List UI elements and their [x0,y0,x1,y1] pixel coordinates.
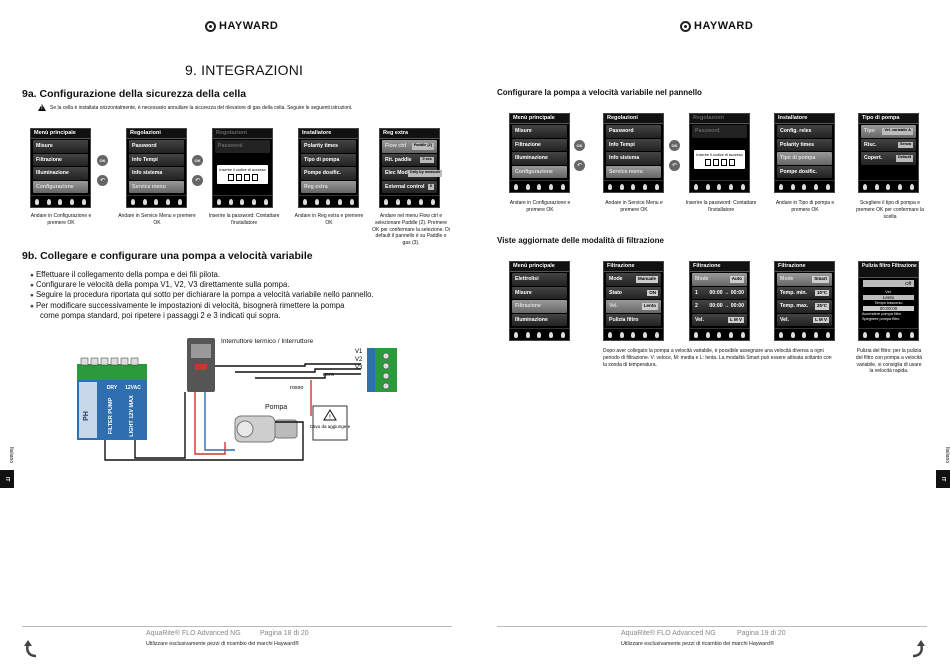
screen-pump-type [858,113,919,193]
screen-footer [859,328,918,340]
terminal-dry: DRY [106,385,118,391]
list-item: ● Effettuare il collegamento della pompa e dei fili pilota. [30,270,374,280]
bulb-icon [620,184,624,190]
setting-row[interactable]: Pulizia filtro [606,314,661,327]
menu-item[interactable]: Illuminazione [33,167,88,180]
bulb-icon [694,332,698,338]
bulb-icon [431,199,435,205]
bulb-icon [338,199,342,205]
language-tab [936,440,950,488]
bulb-icon [875,332,879,338]
hayward-logo-icon [680,21,691,32]
setting-row[interactable]: 1 00:00 → 00:00 [692,287,747,300]
footer-rule [22,626,452,627]
menu-item-selected[interactable]: Service menu [606,166,661,179]
bulb-icon [537,184,541,190]
footer-rule [497,626,927,627]
caption-step-1: Andare in Configurazione e premere OK [509,200,571,213]
terminal-light: LIGHT 12V MAX [129,395,135,437]
bulb-icon [70,199,74,205]
screen-footer [604,328,663,340]
breaker-label: Interruttore termico / Interruttore [221,338,314,345]
setting-row[interactable]: Mode Manuale [606,273,661,286]
list-item: ● Seguire la procedura riportata qui sotto per dichiarare la pompa a velocità variabile nello pannello. [30,290,374,300]
screen-title: Tipo di pompa [859,114,918,124]
menu-item[interactable]: Password [606,125,661,138]
bulb-icon [898,332,902,338]
screen-main-menu [509,113,570,193]
bulb-icon [886,184,890,190]
screen-main-menu [30,128,91,208]
hayward-logo [205,20,278,32]
menu-item[interactable]: Info sistema [129,167,184,180]
caption-step-2: Andare in Service Menu e premere OK [605,200,663,213]
bulb-icon [898,184,902,190]
wire-v2: V2 [355,357,363,363]
next-page-icon[interactable] [909,640,927,658]
setting-row[interactable]: Elec Mod Only by measure [382,167,437,180]
caption-step-3: Inserire la password: Contattare l'installatore [208,213,280,226]
bulb-icon [303,199,307,205]
bulb-icon [826,332,830,338]
menu-item[interactable]: Pompe dosific. [777,166,832,179]
screen-filtration-auto [689,261,750,341]
screen-title: Filtrazione [604,262,663,272]
chapter-title: 9. INTEGRAZIONI [185,62,304,78]
language-code: IT [936,470,950,488]
menu-item-selected[interactable]: Filtrazione [512,300,567,313]
menu-item[interactable]: Password [692,125,747,138]
bulb-icon [608,184,612,190]
bulb-icon [779,184,783,190]
setting-row[interactable]: Temp. min. 10°C [777,287,832,300]
password-digits[interactable] [695,159,744,166]
bulb-icon [729,184,733,190]
password-dialog [217,165,268,184]
wire-rosso: rosso [290,385,304,391]
screen-title: Menù principale [31,129,90,139]
screen-filtration-manual [603,261,664,341]
bulb-icon [814,332,818,338]
menu-item-selected[interactable]: Tipo di pompa [777,152,832,165]
screen-footer [690,180,749,192]
elapsed-label: Tempo trascorso [874,301,903,305]
bulb-icon [178,199,182,205]
bulb-icon [549,184,553,190]
screen-footer [859,180,918,192]
speed-label: Vel. [885,289,892,294]
bulb-icon [802,332,806,338]
bulb-icon [791,184,795,190]
caption-step-3: Inserire la password: Contattare l'installatore [685,200,757,213]
section-filtration-title: Viste aggiornate delle modalità di filtrazione [497,236,664,245]
bulb-icon [166,199,170,205]
screen-title: Menù principale [510,114,569,124]
bulb-icon [350,199,354,205]
terminal-filter-pump: FILTER PUMP [108,397,114,435]
bulb-icon [706,332,710,338]
screen-footer [299,195,358,207]
screen-footer [213,195,272,207]
bulb-icon [717,184,721,190]
bulb-icon [620,332,624,338]
password-digits[interactable] [218,174,267,181]
bulb-icon [526,184,530,190]
setting-row[interactable]: Rit. paddle 0 sec [382,154,437,167]
cable-label: Cavo da aggiungere [309,424,351,429]
bulb-icon [252,199,256,205]
hayward-logo-icon [205,21,216,32]
language-label: Italiano [944,446,950,464]
caption-filter-cleaning: Pulizia del filtro: per la pulizia del filtro con pompa a velocità variabile, si consiglia di usare la velocità rapida. [855,348,923,375]
screen-footer [127,195,186,207]
screen-title: Pulizia filtro Filtrazione [859,262,918,278]
list-item-continuation: come pompa standard, poi ripetere i passaggi 2 e 3 indicati qui sopra. [40,310,281,320]
instruction-list [30,270,374,321]
screen-title: Reg extra [380,129,439,139]
hayward-logo [680,20,753,32]
bulb-icon [264,199,268,205]
menu-item[interactable]: Misure [512,125,567,138]
menu-item[interactable]: Misure [33,140,88,153]
wire-v1: V1 [355,349,363,355]
menu-item[interactable]: Filtrazione [33,154,88,167]
warning-icon [38,104,46,111]
footer-title: AquaRite® FLO Advanced NG [146,630,241,637]
setting-row[interactable]: Vel. Lento [606,300,661,313]
back-button[interactable]: ↶ [574,160,585,171]
setting-row[interactable]: Stato ON [606,287,661,300]
back-button[interactable]: ↶ [97,175,108,186]
footer-note: Utilizzare esclusivamente pezzi di ricambio dei marchi Hayward® [621,641,774,647]
bulb-icon [863,332,867,338]
screen-footer [604,180,663,192]
caption-step-2: Andare in Service Menu e premere OK [118,213,196,226]
bulb-icon [863,184,867,190]
ok-button[interactable]: OK [574,140,585,151]
setting-row[interactable]: Copert. Default [861,152,916,165]
language-code: IT [0,470,14,488]
bulb-icon [315,199,319,205]
bulb-icon [384,199,388,205]
language-label: Italiano [8,446,14,464]
menu-item[interactable]: Polarity times [777,139,832,152]
section-9a-title: 9a. Configurazione della sicurezza della cella [22,88,247,100]
bulb-icon [154,199,158,205]
bulb-icon [229,199,233,205]
bulb-icon [802,184,806,190]
ok-button[interactable]: OK [192,155,203,166]
menu-item-selected[interactable]: Configurazione [33,181,88,194]
pump-off-button[interactable]: Spegnere pompa filtro [862,317,900,321]
screen-title: Filtrazione [775,262,834,272]
menu-item-selected[interactable]: Configurazione [512,166,567,179]
caption-step-4: Andare in Reg extra e premere OK [294,213,364,226]
bulb-icon [741,332,745,338]
screen-filter-cleaning [858,261,919,341]
screen-filtration-smart [774,261,835,341]
bulb-icon [514,184,518,190]
cleaning-state[interactable]: Off [863,280,914,287]
bulb-icon [910,332,914,338]
wire-nero: nero [323,372,335,378]
screen-settings [126,128,187,208]
menu-item[interactable]: Password [129,140,184,153]
screen-main-menu-2 [509,261,570,341]
right-page [475,0,950,671]
warning-text: Se la cella è installata orizzontalmente, è necessario annullare la sicurezza del rilevatore di gas della cella. Seguire le seguenti istruzioni. [50,104,353,111]
speed-value[interactable]: Lento [863,295,914,300]
menu-item[interactable]: Misure [512,287,567,300]
footer-note: Utilizzare esclusivamente pezzi di ricambio dei marchi Hayward® [146,641,299,647]
menu-item[interactable]: Info sistema [606,152,661,165]
bulb-icon [537,332,541,338]
password-dialog [694,150,745,169]
screen-title: Regolazioni [690,114,749,124]
caption-filtration-modes: Dopo aver collegato la pompa a velocità variabile, è possibile assegnare una velocità diversa a ogni periodo di filtrazione. V: veloce, M: media e L: lenta. La modalità Smart può essere attivata soltanto con la sonda di temperatura. [603,348,832,368]
bulb-icon [561,184,565,190]
screen-footer [31,195,90,207]
screen-title: Filtrazione [690,262,749,272]
menu-item[interactable]: Info Tempi [129,154,184,167]
caption-step-4: Andare in Tipo di pompa e premere OK [775,200,835,213]
menu-item[interactable]: Filtrazione [512,139,567,152]
menu-item[interactable]: Illuminazione [512,152,567,165]
bulb-icon [561,332,565,338]
setting-row[interactable]: 2 00:00 → 00:00 [692,300,747,313]
bulb-icon [549,332,553,338]
bulb-icon [35,199,39,205]
cable-callout [310,406,351,440]
footer-title: AquaRite® FLO Advanced NG [621,630,716,637]
bulb-icon [419,199,423,205]
menu-item[interactable]: Config. reles [777,125,832,138]
menu-item[interactable]: Polarity times [301,140,356,153]
footer-page: Pagina 19 di 20 [737,630,786,637]
breaker [187,338,215,392]
screen-title: Menù principale [510,262,569,272]
screen-title: Installatore [775,114,834,124]
footer-page: Pagina 18 di 20 [260,630,309,637]
bulb-icon [131,199,135,205]
menu-item-selected[interactable]: Service menu [129,181,184,194]
list-item: ● Per modificare successivamente le impostazioni di velocità, bisognerà rimettere la pompa [30,301,374,311]
bulb-icon [526,332,530,338]
section-9b-title: 9b. Collegare e configurare una pompa a velocità variabile [22,250,313,262]
bulb-icon [240,199,244,205]
bulb-icon [875,184,879,190]
terminal-ph: PH [83,411,90,421]
screen-installer [298,128,359,208]
bulb-icon [706,184,710,190]
bulb-icon [407,199,411,205]
screen-password [212,128,273,208]
setting-row[interactable]: Vel. L M V [777,314,832,327]
setting-row[interactable]: Risc. Senza [861,139,916,152]
terminal-12vac: 12VAC [125,385,141,391]
bulb-icon [655,332,659,338]
menu-item[interactable]: Elettrolisi [512,273,567,286]
bulb-icon [643,332,647,338]
bulb-icon [643,184,647,190]
section-pump-config-title: Configurare la pompa a velocità variabile nel pannello [497,88,702,97]
ok-button[interactable]: OK [97,155,108,166]
elapsed-value: 00:00:00 [863,306,914,311]
bulb-icon [729,332,733,338]
bulb-icon [814,184,818,190]
svg-text:!: ! [329,414,331,421]
password-prompt: Inserire il codice di accesso [696,152,743,157]
bulb-icon [396,199,400,205]
setting-row[interactable]: Tipo Vel. variabile A [861,125,916,138]
screen-footer [380,195,439,207]
caption-step-5: Scegliere il tipo di pompa e premere OK per confermare la scelta [856,200,924,220]
bulb-icon [791,332,795,338]
caption-step-1: Andare in Configurazione e premere OK [30,213,92,226]
setting-row[interactable]: Mode Smart [777,273,832,286]
bulb-icon [47,199,51,205]
setting-row[interactable]: Mode Auto [692,273,747,286]
bulb-icon [779,332,783,338]
bulb-icon [82,199,86,205]
screen-title: Regolazioni [127,129,186,139]
setting-row[interactable]: External control 0 [382,181,437,194]
screen-title: Installatore [299,129,358,139]
screen-footer [510,328,569,340]
setting-row[interactable]: Flow ctrl Paddle (2) [382,140,437,153]
logo-text: HAYWARD [219,20,279,32]
bulb-icon [217,199,221,205]
screen-password [689,113,750,193]
screen-footer [775,328,834,340]
pump-label: Pompa [265,404,288,411]
language-tab [0,440,14,488]
screen-title: Regolazioni [604,114,663,124]
menu-item[interactable]: Info Tempi [606,139,661,152]
back-button[interactable]: ↶ [192,175,203,186]
screen-footer [510,180,569,192]
logo-text: HAYWARD [694,20,754,32]
pump-on-button[interactable]: Accendere pompa filtro [862,312,902,316]
bulb-icon [514,332,518,338]
bulb-icon [631,332,635,338]
screen-settings [603,113,664,193]
setting-row[interactable]: Vel. L M V [692,314,747,327]
pump [235,416,297,442]
bulb-icon [608,332,612,338]
menu-item[interactable]: Tipo di pompa [301,154,356,167]
bulb-icon [694,184,698,190]
bulb-icon [143,199,147,205]
bulb-icon [631,184,635,190]
bulb-icon [886,332,890,338]
caption-step-5: Andare nel menu Flow ctrl e selezionare Paddle (2). Premere OK per confermare la selezione. Di default il pannello è su Paddle o gas (3). [372,213,450,246]
setting-row[interactable]: Temp. max. 25°C [777,300,832,313]
screen-footer [690,328,749,340]
pump-terminal-block [367,348,397,392]
bulb-icon [910,184,914,190]
previous-page-icon[interactable] [22,640,40,658]
menu-item[interactable]: Pompe dosific. [301,167,356,180]
back-button[interactable]: ↶ [669,160,680,171]
list-item: ● Configurare le velocità della pompa V1, V2, V3 direttamente sulla pompa. [30,280,374,290]
ok-button[interactable]: OK [669,140,680,151]
menu-item[interactable]: Illuminazione [512,314,567,327]
bulb-icon [826,184,830,190]
menu-item-selected[interactable]: Reg extra [301,181,356,194]
bulb-icon [717,332,721,338]
screen-reg-extra [379,128,440,208]
screen-footer [775,180,834,192]
wiring-diagram [75,334,415,464]
bulb-icon [326,199,330,205]
screen-title: Regolazioni [213,129,272,139]
terminal-board [77,358,147,440]
bulb-icon [58,199,62,205]
bulb-icon [741,184,745,190]
wire-v3: V3 [355,365,363,371]
password-prompt: Inserire il codice di accesso [219,167,266,172]
menu-item[interactable]: Password [215,140,270,153]
screen-installer [774,113,835,193]
bulb-icon [655,184,659,190]
warning-note [38,104,352,111]
